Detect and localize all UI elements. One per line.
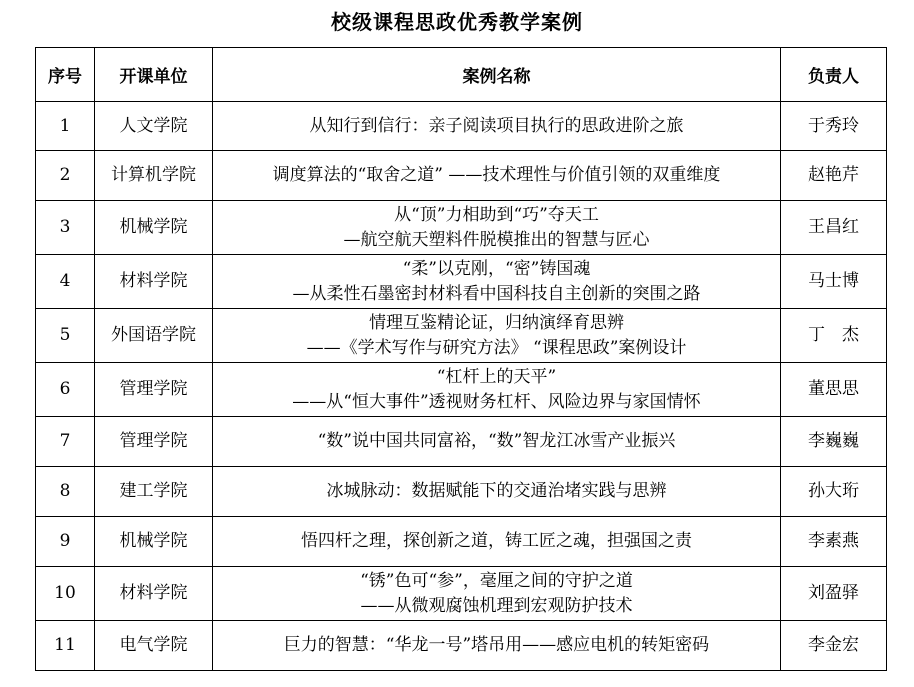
cell-seq: 6 xyxy=(36,363,95,417)
cell-case-name xyxy=(213,363,781,417)
cell-seq: 5 xyxy=(36,309,95,363)
cell-unit: 外国语学院 xyxy=(95,309,213,363)
table-row xyxy=(36,567,887,621)
cell-seq: 3 xyxy=(36,201,95,255)
table-row xyxy=(36,517,887,567)
cell-case-name xyxy=(213,201,781,255)
cell-owner: 孙大珩 xyxy=(781,467,887,517)
cell-owner: 于秀玲 xyxy=(781,102,887,151)
header-name: 案例名称 xyxy=(213,48,781,102)
header-unit: 开课单位 xyxy=(95,48,213,102)
cell-unit: 机械学院 xyxy=(95,201,213,255)
cell-case-name xyxy=(213,517,781,567)
cell-case-name xyxy=(213,417,781,467)
page-title: 校级课程思政优秀教学案例 xyxy=(331,10,583,34)
table-row xyxy=(36,309,887,363)
case-name-line1: 从“顶”力相助到“巧”夺天工 xyxy=(394,204,599,225)
header-row xyxy=(36,48,887,102)
cell-seq: 1 xyxy=(36,102,95,151)
cell-owner: 李金宏 xyxy=(781,621,887,671)
case-name-line1: “锈”色可“参”，毫厘之间的守护之道 xyxy=(360,570,633,591)
case-name-line1: “数”说中国共同富裕，“数”智龙江冰雪产业振兴 xyxy=(317,431,676,451)
cell-seq: 4 xyxy=(36,255,95,309)
case-name-line2: ——《学术写作与研究方法》 “课程思政”案例设计 xyxy=(306,337,687,358)
cell-case-name xyxy=(213,102,781,151)
cell-case-name xyxy=(213,467,781,517)
cell-case-name xyxy=(213,621,781,671)
cell-unit: 计算机学院 xyxy=(95,151,213,201)
cell-owner: 李素燕 xyxy=(781,517,887,567)
header-owner: 负责人 xyxy=(781,48,887,102)
cell-seq: 8 xyxy=(36,467,95,517)
cell-case-name xyxy=(213,151,781,201)
cell-unit: 机械学院 xyxy=(95,517,213,567)
table-row xyxy=(36,102,887,151)
case-name-line1: “杠杆上的天平” xyxy=(436,366,557,387)
cell-owner: 董思思 xyxy=(781,363,887,417)
header-seq: 序号 xyxy=(36,48,95,102)
table-row xyxy=(36,151,887,201)
cell-owner: 王昌红 xyxy=(781,201,887,255)
table-row xyxy=(36,621,887,671)
table-row xyxy=(36,467,887,517)
cell-owner: 李巍巍 xyxy=(781,417,887,467)
cell-seq: 10 xyxy=(36,567,95,621)
cell-case-name xyxy=(213,567,781,621)
table-row xyxy=(36,201,887,255)
table-body xyxy=(36,102,887,671)
table-row xyxy=(36,363,887,417)
cases-table xyxy=(35,47,887,671)
case-name-line1: 冰城脉动：数据赋能下的交通治堵实践与思辨 xyxy=(326,481,667,501)
cell-unit: 管理学院 xyxy=(95,363,213,417)
cell-owner: 马士博 xyxy=(781,255,887,309)
cell-seq: 2 xyxy=(36,151,95,201)
case-name-line1: “柔”以克刚，“密”铸国魂 xyxy=(402,258,591,279)
cell-unit: 建工学院 xyxy=(95,467,213,517)
cell-seq: 9 xyxy=(36,517,95,567)
cell-unit: 电气学院 xyxy=(95,621,213,671)
case-name-line1: 调度算法的“取舍之道” ——技术理性与价值引领的双重维度 xyxy=(272,165,721,185)
case-name-line2: —航空航天塑料件脱模推出的智慧与匠心 xyxy=(343,229,650,250)
table-row xyxy=(36,255,887,309)
table-row xyxy=(36,417,887,467)
cell-owner: 丁 杰 xyxy=(781,309,887,363)
cell-unit: 材料学院 xyxy=(95,567,213,621)
cell-owner: 刘盈驿 xyxy=(781,567,887,621)
cell-unit: 人文学院 xyxy=(95,102,213,151)
case-name-line1: 巨力的智慧：“华龙一号”塔吊用——感应电机的转矩密码 xyxy=(283,635,710,655)
case-name-line2: ——从微观腐蚀机理到宏观防护技术 xyxy=(360,595,633,616)
cell-seq: 7 xyxy=(36,417,95,467)
case-name-line1: 情理互鉴精论证，归纳演绎育思辨 xyxy=(369,312,624,333)
case-name-line1: 悟四杆之理，探创新之道，铸工匠之魂，担强国之责 xyxy=(301,531,692,551)
cell-seq: 11 xyxy=(36,621,95,671)
cell-unit: 材料学院 xyxy=(95,255,213,309)
cell-case-name xyxy=(213,309,781,363)
cell-case-name xyxy=(213,255,781,309)
cell-unit: 管理学院 xyxy=(95,417,213,467)
case-name-line2: ——从“恒大事件”透视财务杠杆、风险边界与家国情怀 xyxy=(292,391,701,412)
case-name-line1: 从知行到信行：亲子阅读项目执行的思政进阶之旅 xyxy=(309,115,684,136)
cell-owner: 赵艳芹 xyxy=(781,151,887,201)
case-name-line2: —从柔性石墨密封材料看中国科技自主创新的突围之路 xyxy=(292,283,701,304)
